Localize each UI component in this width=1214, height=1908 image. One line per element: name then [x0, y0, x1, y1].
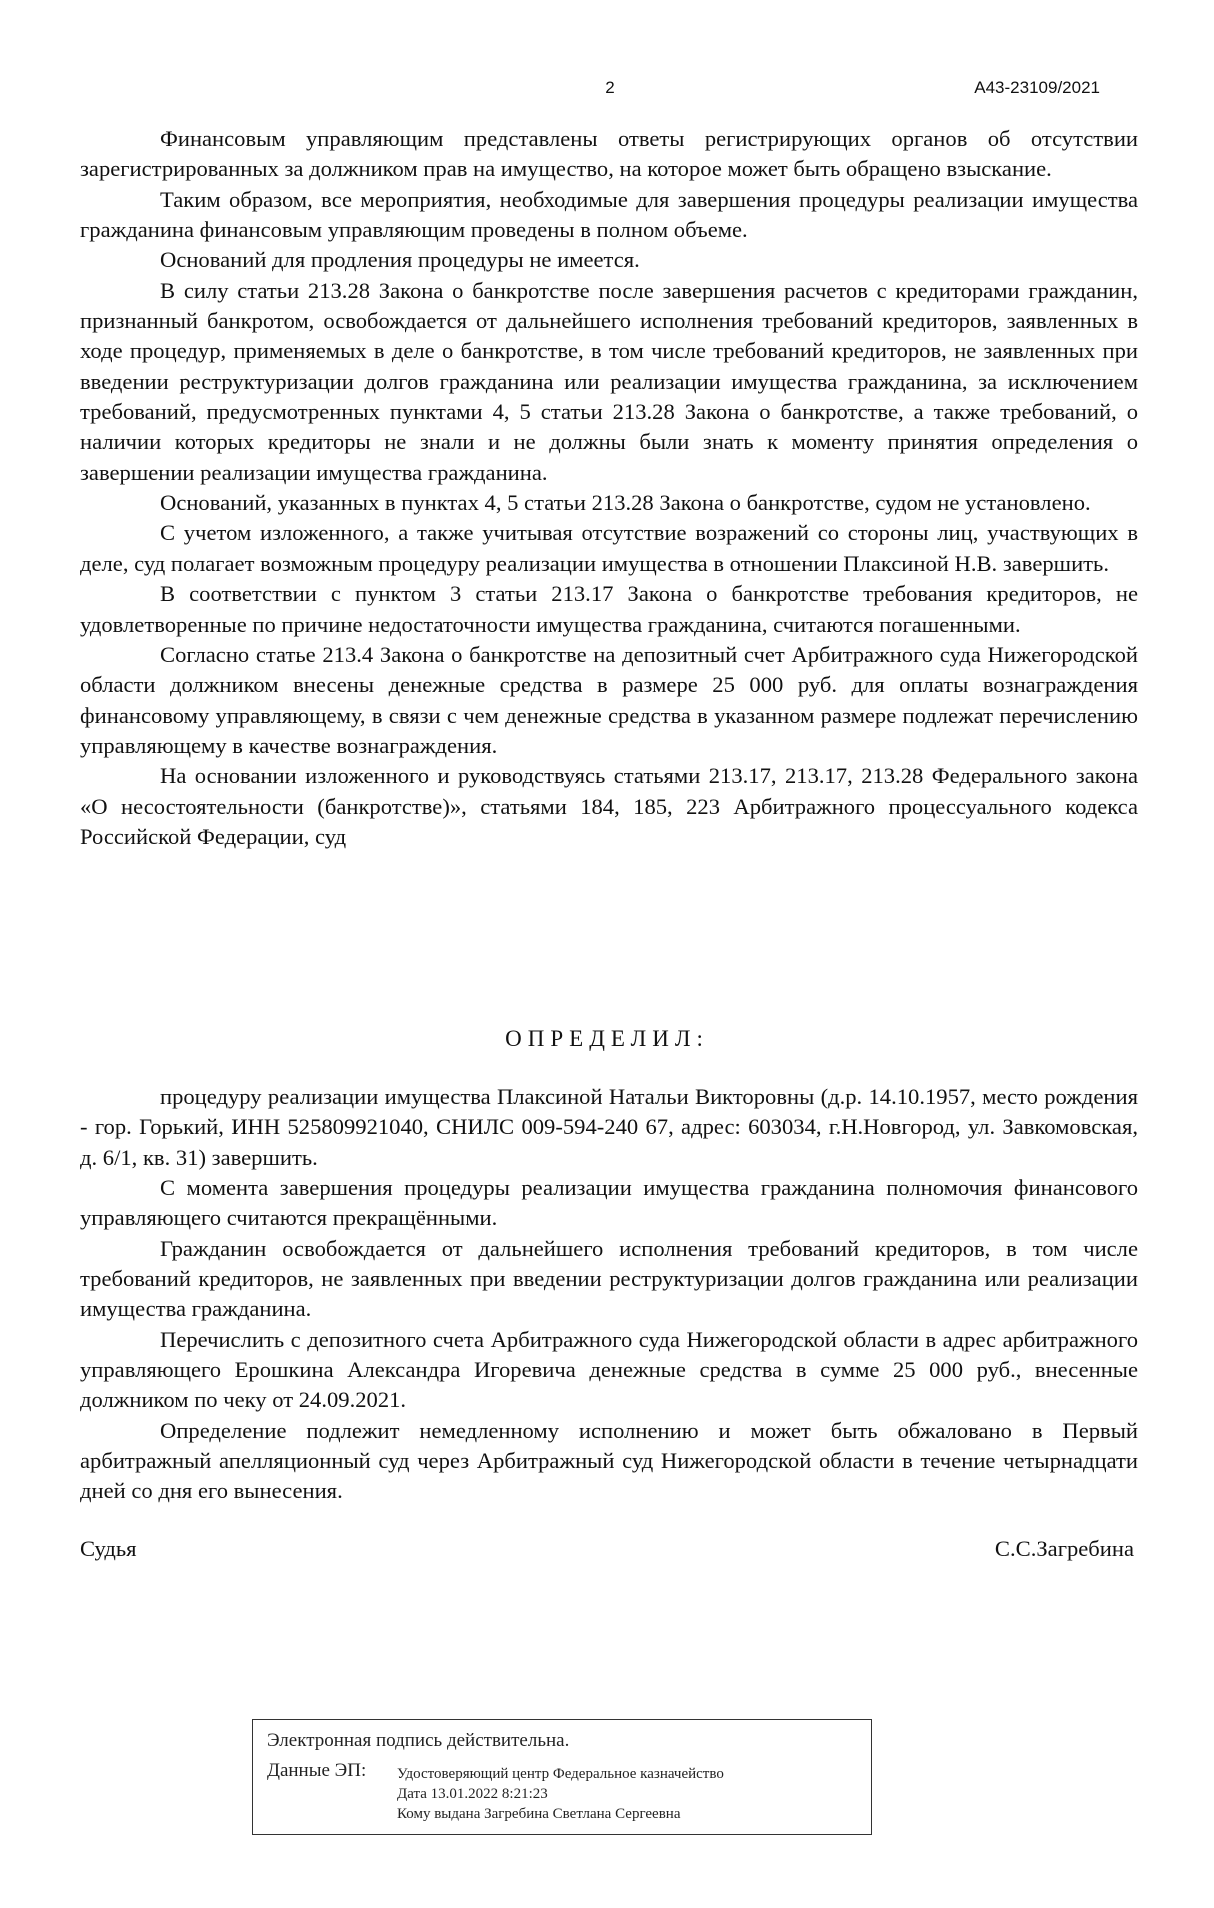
- decision-paragraph: С момента завершения процедуры реализации имущества гражданина полномочия финансового управляющего считаются прекращёнными.: [80, 1175, 1138, 1231]
- judge-name: С.С.Загребина: [994, 1536, 1134, 1561]
- paragraph: Оснований для продления процедуры не имеется.: [160, 247, 640, 273]
- paragraph: Финансовым управляющим представлены ответы регистрирующих органов об отсутствии зарегистрированных за должником прав на имущество, на которое может быть обращено взыскание.: [80, 126, 1138, 182]
- e-signature-box: [252, 1719, 872, 1835]
- paragraph: На основании изложенного и руководствуясь статьями 213.17, 213.17, 213.28 Федерального закона «О несостоятельности (банкротстве)», статьями 184, 185, 223 Арбитражного процессуального кодекса Российской Федерации, суд: [80, 763, 1138, 849]
- decision-title: ОПРЕДЕЛИЛ:: [505, 1026, 709, 1051]
- paragraph: Согласно статье 213.4 Закона о банкротстве на депозитный счет Арбитражного суда Нижегородской области должником внесены денежные средства в размере 25 000 руб. для оплаты вознаграждения финансовому управляющему, в связи с чем денежные средства в указанном размере подлежат перечислению управляющему в качестве вознаграждения.: [80, 641, 1138, 758]
- e-signature-details: [397, 1764, 724, 1824]
- paragraph: Оснований, указанных в пунктах 4, 5 статьи 213.28 Закона о банкротстве, судом не установлено.: [160, 490, 1091, 516]
- decision-paragraph: Гражданин освобождается от дальнейшего исполнения требований кредиторов, в том числе требований кредиторов, не заявленных при введении реструктуризации долгов гражданина или реализации имущества гражданина.: [80, 1235, 1138, 1322]
- e-signature-issued-to: Кому выдана Загребина Светлана Сергеевна: [397, 1806, 681, 1822]
- page-number: 2: [605, 78, 615, 97]
- e-signature-date: Дата 13.01.2022 8:21:23: [397, 1786, 548, 1802]
- e-signature-title: Электронная подпись действительна.: [267, 1730, 570, 1751]
- paragraph: В соответствии с пунктом 3 статьи 213.17 Закона о банкротстве требования кредиторов, не удовлетворенные по причине недостаточности имущества гражданина, считаются погашенными.: [80, 581, 1138, 637]
- e-signature-issuer: Удостоверяющий центр Федеральное казначейство: [397, 1766, 724, 1782]
- case-number: А43-23109/2021: [974, 78, 1100, 97]
- paragraph: Таким образом, все мероприятия, необходимые для завершения процедуры реализации имущества гражданина финансовым управляющим проведены в полном объеме.: [80, 186, 1138, 243]
- paragraph: В силу статьи 213.28 Закона о банкротстве после завершения расчетов с кредиторами гражданин, признанный банкротом, освобождается от дальнейшего исполнения требований кредиторов, заявленных в ходе процедур, применяемых в деле о банкротстве, в том числе требований кредиторов, не заявленных при введении реструктуризации долгов гражданина или реализации имущества гражданина, за исключением требований, предусмотренных пунктами 4, 5 статьи 213.28 Закона о банкротстве, а также требований, о наличии которых кредиторы не знали и не должны были знать к моменту принятия определения о завершении реализации имущества гражданина.: [80, 277, 1138, 485]
- decision-paragraph: Определение подлежит немедленному исполнению и может быть обжаловано в Первый арбитражный апелляционный суд через Арбитражный суд Нижегородской области в течение четырнадцати дней со дня его вынесения.: [80, 1417, 1138, 1504]
- decision-paragraph: Перечислить с депозитного счета Арбитражного суда Нижегородской области в адрес арбитражного управляющего Ерошкина Александра Игоревича денежные средства в сумме 25 000 руб., внесенные должником по чеку от 24.09.2021.: [80, 1326, 1138, 1413]
- paragraph: С учетом изложенного, а также учитывая отсутствие возражений со стороны лиц, участвующих в деле, суд полагает возможным процедуру реализации имущества в отношении Плаксиной Н.В. завершить.: [80, 520, 1138, 576]
- decision-paragraph: процедуру реализации имущества Плаксиной Натальи Викторовны (д.р. 14.10.1957, место рождения - гор. Горький, ИНН 525809921040, СНИЛС 009-594-240 67, адрес: 603034, г.Н.Новгород, ул. Завкомовская, д. 6/1, кв. 31) завершить.: [80, 1084, 1138, 1170]
- judge-label: Судья: [80, 1536, 137, 1561]
- e-signature-data-label: Данные ЭП:: [267, 1760, 367, 1781]
- decision-body: [80, 1082, 1138, 1507]
- document-body: [80, 124, 1138, 852]
